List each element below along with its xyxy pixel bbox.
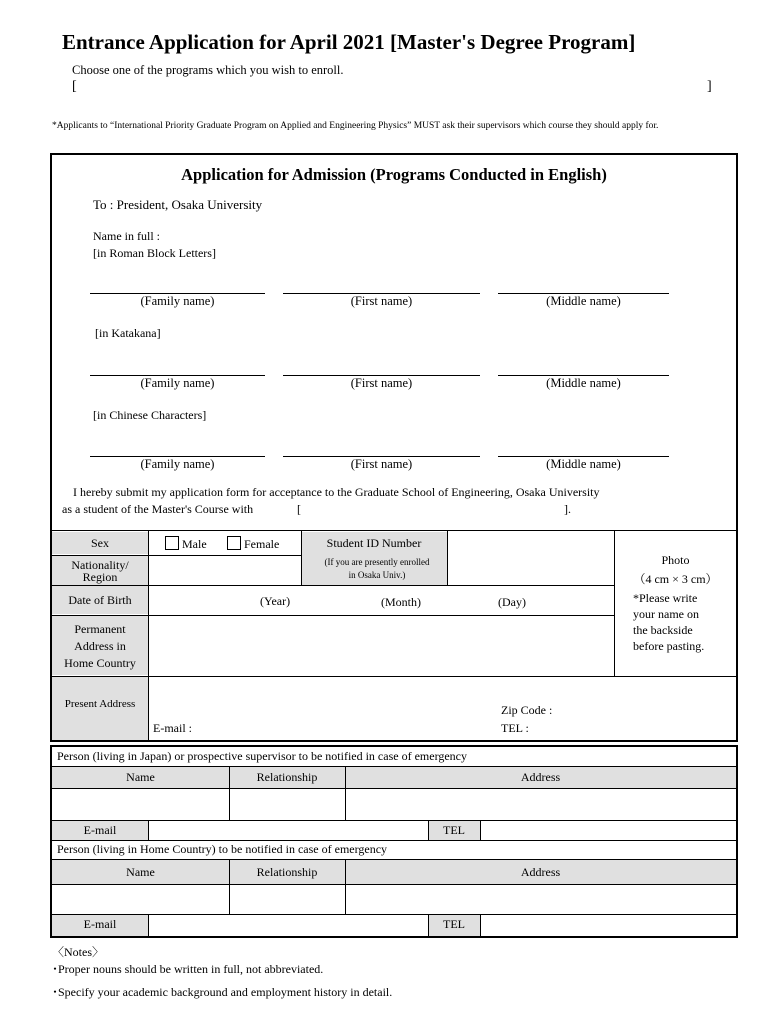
home-tel-input[interactable] (481, 915, 736, 935)
submit-statement-line2: as a student of the Master's Course with (62, 502, 254, 516)
submit-bracket-close: ]. (564, 502, 571, 516)
student-id-label: Student ID Number (326, 536, 422, 550)
home-name-input[interactable] (52, 885, 228, 913)
nationality-input[interactable] (149, 556, 300, 584)
present-address-label: Present Address (64, 698, 136, 710)
middle-name-caption: (Middle name) (546, 294, 621, 308)
family-name-caption: (Family name) (140, 457, 215, 471)
grid-line (50, 859, 738, 860)
katakana-label: [in Katakana] (95, 326, 161, 340)
email-label: E-mail : (153, 721, 192, 735)
japan-email-label: E-mail (83, 823, 117, 837)
note-1: ･Proper nouns should be written in full, not abbreviated. (52, 962, 324, 976)
nationality-label: Nationality/ Region (71, 558, 129, 584)
student-id-note-2: in Osaka Univ.) (348, 570, 406, 580)
photo-label: Photo (661, 553, 690, 567)
home-relationship-input[interactable] (230, 885, 344, 913)
note-2: ･Specify your academic background and employment history in detail. (52, 985, 393, 999)
choose-program-instruction: Choose one of the programs which you wish to enroll. (72, 63, 344, 77)
day-caption: (Day) (498, 595, 526, 609)
japan-name-header: Name (126, 770, 155, 784)
roman-block-label: [in Roman Block Letters] (93, 246, 216, 260)
male-checkbox[interactable] (165, 536, 179, 550)
tel-label: TEL : (501, 721, 529, 735)
photo-size: （4 cm × 3 cm） (633, 572, 718, 586)
month-caption: (Month) (381, 595, 421, 609)
male-label: Male (182, 537, 207, 551)
grid-line (50, 676, 738, 677)
notes-heading: 〈Notes〉 (52, 945, 104, 959)
student-id-input[interactable] (448, 532, 613, 584)
middle-name-caption: (Middle name) (546, 457, 621, 471)
first-name-caption: (First name) (350, 376, 413, 390)
permanent-address-input[interactable] (149, 616, 613, 675)
family-name-caption: (Family name) (140, 376, 215, 390)
middle-name-caption: (Middle name) (546, 376, 621, 390)
female-option[interactable] (227, 536, 279, 552)
japan-address-header: Address (520, 770, 561, 784)
japan-emergency-heading: Person (living in Japan) or prospective supervisor to be notified in case of emergency (57, 749, 467, 763)
home-address-input[interactable] (346, 885, 736, 913)
name-in-full-label: Name in full : (93, 229, 160, 243)
chinese-characters-label: [in Chinese Characters] (93, 408, 207, 422)
japan-address-input[interactable] (346, 789, 736, 819)
home-relationship-header: Relationship (256, 865, 318, 879)
page-title: Entrance Application for April 2021 [Master's Degree Program] (62, 30, 636, 54)
program-input[interactable] (84, 78, 702, 96)
addressee: To : President, Osaka University (93, 197, 263, 212)
female-checkbox[interactable] (227, 536, 241, 550)
home-email-input[interactable] (149, 915, 427, 935)
home-email-label: E-mail (83, 917, 117, 931)
home-address-header: Address (520, 865, 561, 879)
japan-tel-label: TEL (443, 823, 465, 837)
student-id-note-1: (If you are presently enrolled (324, 557, 430, 567)
first-name-caption: (First name) (350, 294, 413, 308)
first-name-caption: (First name) (350, 457, 413, 471)
japan-relationship-header: Relationship (256, 770, 318, 784)
grid-line (50, 766, 738, 767)
grid-line (50, 840, 738, 841)
female-label: Female (244, 537, 280, 551)
home-name-header: Name (126, 865, 155, 879)
home-emergency-heading: Person (living in Home Country) to be notified in case of emergency (57, 842, 388, 856)
sex-label: Sex (91, 536, 109, 550)
form-heading: Application for Admission (Programs Conducted in English) (181, 165, 607, 184)
permanent-address-label: Permanent Address in Home Country (64, 622, 136, 670)
zip-code-label: Zip Code : (501, 703, 553, 717)
grid-line (614, 530, 615, 676)
family-name-caption: (Family name) (140, 294, 215, 308)
submit-bracket-open: [ (297, 502, 301, 516)
home-tel-label: TEL (443, 917, 465, 931)
dob-label: Date of Birth (68, 593, 132, 607)
program-bracket-open: [ (72, 79, 77, 94)
japan-email-input[interactable] (149, 821, 427, 839)
year-caption: (Year) (260, 594, 291, 608)
japan-tel-input[interactable] (481, 821, 736, 839)
program-bracket-close: ] (707, 79, 712, 94)
photo-note: *Please write your name on the backside before pasting. (633, 591, 705, 653)
grid-line (50, 530, 738, 531)
japan-relationship-input[interactable] (230, 789, 344, 819)
grid-line (50, 585, 614, 586)
submit-statement-line1: I hereby submit my application form for acceptance to the Graduate School of Engineering, Osaka University (73, 485, 600, 499)
male-option[interactable] (165, 536, 207, 552)
applicant-note: *Applicants to “International Priority Graduate Program on Applied and Engineering Physics” MUST ask their supervisors which course they should apply for. (52, 121, 659, 131)
japan-name-input[interactable] (52, 789, 228, 819)
course-input[interactable] (306, 501, 561, 517)
